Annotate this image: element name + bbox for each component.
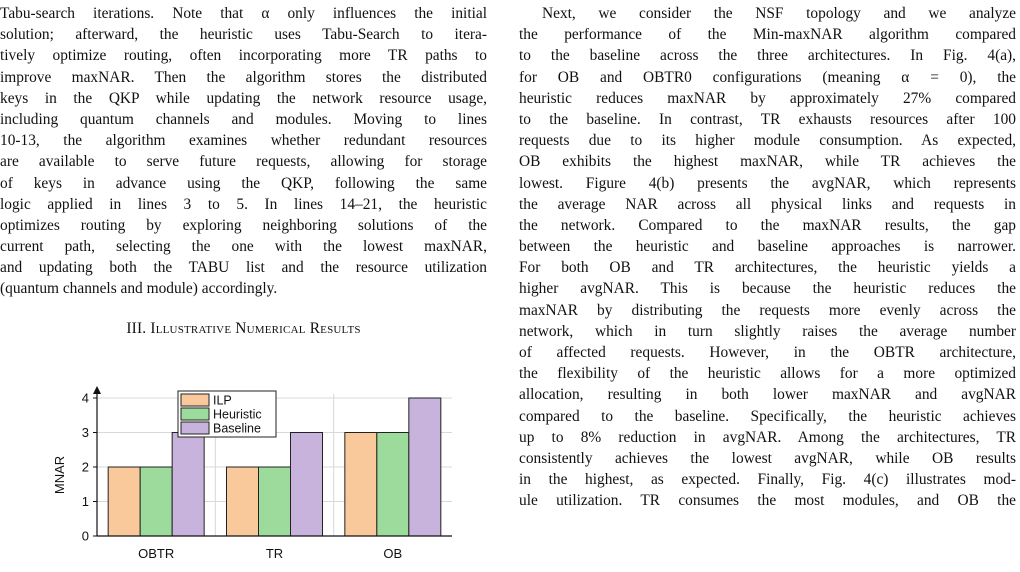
text-line: (quantum channels and module) accordingly. <box>0 280 278 298</box>
x-tick-label: OBTR <box>138 546 175 561</box>
text-line: and updating both the TABU list and the resource utilization <box>0 259 487 277</box>
section-heading: III. Illustrative Numerical Results <box>126 319 361 337</box>
bar-heuristic-tr <box>259 467 291 536</box>
text-line: the performance of the Min-maxNAR algorithm compared <box>519 26 1016 44</box>
y-tick-label: 1 <box>81 494 89 509</box>
legend-label: Heuristic <box>213 407 262 422</box>
text-line: heuristic reduces maxNAR by approximately 27% compared <box>519 89 1016 107</box>
bar-ilp-tr <box>227 467 259 536</box>
x-tick-label: OB <box>383 546 403 561</box>
legend-swatch-heuristic <box>181 408 209 420</box>
text-line: of affected requests. However, in the OBTR architecture, <box>519 344 1016 361</box>
y-tick-label: 4 <box>81 390 89 406</box>
text-line: of keys in advance using the QKP, following the same <box>0 174 487 192</box>
legend-label: Baseline <box>213 421 261 436</box>
text-line: are available to serve future requests, allowing for storage <box>0 153 487 171</box>
y-tick-label: 0 <box>81 528 89 544</box>
text-line: for OB and OBTR0 configurations (meaning α = 0), the <box>519 68 1016 86</box>
legend <box>178 391 276 437</box>
text-line: current path, selecting the one with the lowest maxNAR, <box>0 238 487 256</box>
right-paragraph <box>519 3 1016 512</box>
text-line: the flexibility of the heuristic allows for a more optimized <box>519 365 1016 383</box>
y-axis-arrow <box>93 386 101 394</box>
text-line: tively optimize routing, often incorporating more TR paths to <box>0 47 487 65</box>
text-line: optimizes routing by exploring neighboring solutions of the <box>0 216 487 234</box>
bar-heuristic-obtr <box>140 467 172 536</box>
text-line: consistently achieves the lowest avgNAR, while OB results <box>519 449 1016 467</box>
y-tick-label: 3 <box>81 425 89 440</box>
text-line: up to 8% reduction in avgNAR. Among the architectures, TR <box>519 428 1016 446</box>
text-line: compared to the baseline. Specifically, the heuristic achieves <box>519 407 1016 425</box>
bar-ilp-ob <box>345 433 377 537</box>
text-line: to the baseline across the three architectures. In Fig. 4(a), <box>519 47 1016 65</box>
legend-swatch-baseline <box>181 422 209 434</box>
bar-ilp-obtr <box>108 467 140 536</box>
text-line: OB exhibits the highest maxNAR, while TR achieves the <box>519 153 1016 171</box>
y-axis-label: MNAR <box>52 455 67 495</box>
text-line: between the heuristic and baseline approaches is narrower. <box>519 238 1016 256</box>
text-line: to the baseline. In contrast, TR exhausts resources after 100 <box>519 110 1016 128</box>
text-line: 10-13, the algorithm examines whether redundant resources <box>0 132 487 150</box>
text-line: ule utilization. TR consumes the most modules, and OB the <box>519 492 1016 510</box>
text-line: solution; afterward, the heuristic uses Tabu-Search to itera- <box>0 26 487 44</box>
left-column <box>0 3 487 339</box>
text-line: higher avgNAR. This is because the heuristic reduces the <box>519 280 1016 298</box>
text-line: including quantum channels and modules. Moving to lines <box>0 110 487 128</box>
text-line: network, which in turn slightly raises the average number <box>519 322 1016 340</box>
right-column <box>519 3 1016 512</box>
text-line: improve maxNAR. Then the algorithm stores the distributed <box>0 68 487 86</box>
text-line: maxNAR by distributing the requests more evenly across the <box>519 301 1016 319</box>
text-line: lowest. Figure 4(b) presents the avgNAR, which represents <box>519 174 1016 192</box>
figure-bar-chart <box>40 386 460 567</box>
text-line: Next, we consider the NSF topology and we analyze <box>542 5 1016 22</box>
text-line: allocation, resulting in both lower maxNAR and avgNAR <box>519 386 1016 404</box>
text-line: For both OB and TR architectures, the heuristic yields a <box>519 259 1016 277</box>
bar-baseline-tr <box>291 433 323 537</box>
text-line: requests due to its higher module consumption. As expected, <box>519 132 1016 150</box>
legend-label: ILP <box>213 393 232 408</box>
bar-baseline-obtr <box>172 433 204 537</box>
bar-heuristic-ob <box>377 433 409 537</box>
text-line: keys in the QKP while updating the network resource usage, <box>0 89 487 107</box>
text-line: logic applied in lines 3 to 5. In lines 14–21, the heuristic <box>0 195 487 213</box>
y-tick-label: 2 <box>81 459 89 475</box>
bar-chart-svg <box>40 386 460 567</box>
legend-swatch-ilp <box>181 394 209 406</box>
bar-baseline-ob <box>409 398 441 536</box>
x-tick-label: TR <box>265 546 284 561</box>
left-paragraph <box>0 3 487 300</box>
text-line: the network. Compared to the maxNAR results, the gap <box>519 216 1016 234</box>
text-line: in the highest, as expected. Finally, Fig. 4(c) illustrates mod- <box>519 471 1016 489</box>
text-line: the average NAR across all physical links and requests in <box>519 195 1016 213</box>
text-line: Tabu-search iterations. Note that α only influences the initial <box>0 5 487 22</box>
